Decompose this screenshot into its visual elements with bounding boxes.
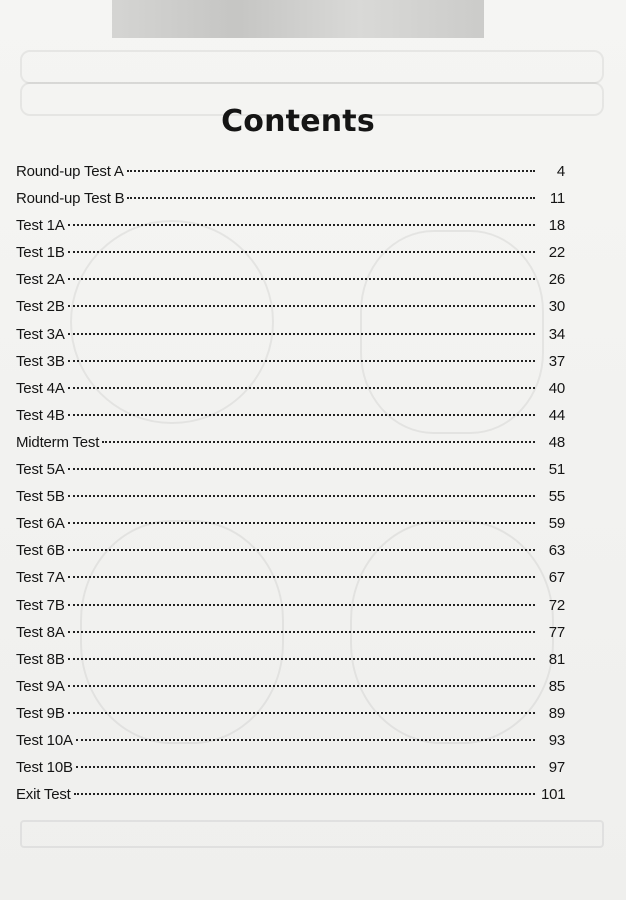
toc-entry-label: Round-up Test B (16, 190, 125, 208)
toc-entry-label: Test 7A (16, 569, 65, 587)
toc-entry (16, 375, 565, 402)
toc-entry-label: Test 1B (16, 244, 65, 262)
toc-entry-label: Exit Test (16, 786, 71, 804)
toc-entry-label: Test 4B (16, 406, 65, 424)
toc-entry-label: Test 1A (16, 217, 65, 235)
toc-dot-leader (68, 387, 535, 389)
top-image-strip (112, 0, 484, 38)
toc-entry (16, 239, 565, 266)
toc-entry-label: Test 5A (16, 461, 65, 479)
toc-dot-leader (68, 360, 535, 362)
toc-entry-page-number: 63 (548, 542, 565, 560)
toc-dot-leader (68, 631, 535, 633)
toc-entry (16, 592, 565, 619)
toc-entry-page-number: 101 (541, 786, 566, 804)
toc-entry-page-number: 55 (548, 488, 565, 506)
toc-entry-label: Test 9B (16, 704, 65, 722)
toc-entry-page-number: 4 (556, 163, 565, 180)
toc-dot-leader (76, 739, 535, 741)
toc-entry-label: Test 7B (16, 596, 65, 614)
toc-entry-label: Test 2A (16, 271, 65, 289)
table-of-contents (16, 158, 565, 808)
toc-entry-page-number: 34 (548, 325, 565, 343)
toc-dot-leader (68, 658, 535, 660)
toc-dot-leader (68, 576, 535, 578)
toc-entry-page-number: 18 (548, 217, 565, 235)
toc-entry (16, 646, 565, 673)
toc-entry-label: Test 6A (16, 515, 65, 533)
toc-entry (16, 456, 565, 483)
toc-entry-page-number: 59 (548, 515, 565, 533)
toc-dot-leader (68, 224, 535, 226)
toc-dot-leader (68, 333, 535, 335)
toc-entry-label: Test 9A (16, 677, 65, 695)
toc-entry (16, 537, 565, 564)
show-through-shape (20, 820, 604, 848)
toc-entry-page-number: 37 (548, 352, 565, 370)
toc-dot-leader (68, 414, 535, 416)
toc-entry-page-number: 97 (548, 759, 565, 777)
toc-entry (16, 429, 565, 456)
toc-entry-page-number: 40 (548, 379, 565, 397)
page-title: Contents (221, 104, 375, 139)
toc-dot-leader (68, 549, 535, 551)
toc-dot-leader (76, 766, 535, 768)
toc-entry-page-number: 89 (548, 704, 565, 722)
toc-entry-label: Test 5B (16, 488, 65, 506)
toc-entry (16, 158, 565, 185)
toc-entry-page-number: 48 (548, 433, 565, 451)
toc-entry-label: Test 3A (16, 325, 65, 343)
toc-entry (16, 754, 565, 781)
toc-entry-label: Test 8B (16, 650, 65, 668)
toc-entry-label: Test 3B (16, 352, 65, 370)
toc-entry (16, 321, 565, 348)
toc-entry-label: Test 4A (16, 379, 65, 397)
toc-dot-leader (68, 278, 535, 280)
toc-dot-leader (127, 197, 535, 199)
toc-entry (16, 700, 565, 727)
toc-entry (16, 483, 565, 510)
toc-entry-page-number: 51 (548, 461, 565, 479)
show-through-shape (20, 50, 604, 84)
toc-entry-label: Test 6B (16, 542, 65, 560)
toc-entry-label: Round-up Test A (16, 163, 124, 180)
toc-dot-leader (68, 495, 535, 497)
toc-entry-page-number: 22 (548, 244, 565, 262)
toc-dot-leader (68, 305, 535, 307)
toc-dot-leader (68, 468, 535, 470)
toc-entry-label: Test 10B (16, 759, 73, 777)
toc-entry-label: Midterm Test (16, 433, 100, 451)
toc-dot-leader (102, 441, 535, 443)
toc-entry-label: Test 8A (16, 623, 65, 641)
toc-entry-page-number: 72 (548, 596, 565, 614)
toc-dot-leader (68, 251, 535, 253)
toc-dot-leader (68, 604, 535, 606)
toc-entry-page-number: 77 (548, 623, 565, 641)
toc-entry-page-number: 85 (548, 677, 565, 695)
toc-entry (16, 781, 565, 808)
toc-entry-page-number: 93 (548, 731, 565, 749)
toc-entry (16, 564, 565, 591)
toc-entry (16, 266, 565, 293)
toc-entry (16, 402, 565, 429)
toc-entry (16, 727, 565, 754)
toc-dot-leader (68, 712, 535, 714)
toc-entry (16, 348, 565, 375)
toc-entry (16, 619, 565, 646)
toc-dot-leader (127, 170, 535, 172)
toc-entry (16, 673, 565, 700)
toc-entry-page-number: 44 (548, 406, 565, 424)
toc-dot-leader (68, 522, 535, 524)
toc-entry (16, 510, 565, 537)
toc-dot-leader (68, 685, 535, 687)
toc-entry-page-number: 67 (548, 569, 565, 587)
toc-entry-label: Test 2B (16, 298, 65, 316)
toc-entry-page-number: 11 (549, 190, 565, 208)
toc-dot-leader (74, 793, 535, 795)
toc-entry-page-number: 26 (548, 271, 565, 289)
toc-entry-page-number: 81 (548, 650, 565, 668)
toc-entry-page-number: 30 (548, 298, 565, 316)
toc-entry (16, 212, 565, 239)
toc-entry-label: Test 10A (16, 731, 73, 749)
toc-entry (16, 293, 565, 320)
toc-entry (16, 185, 565, 212)
